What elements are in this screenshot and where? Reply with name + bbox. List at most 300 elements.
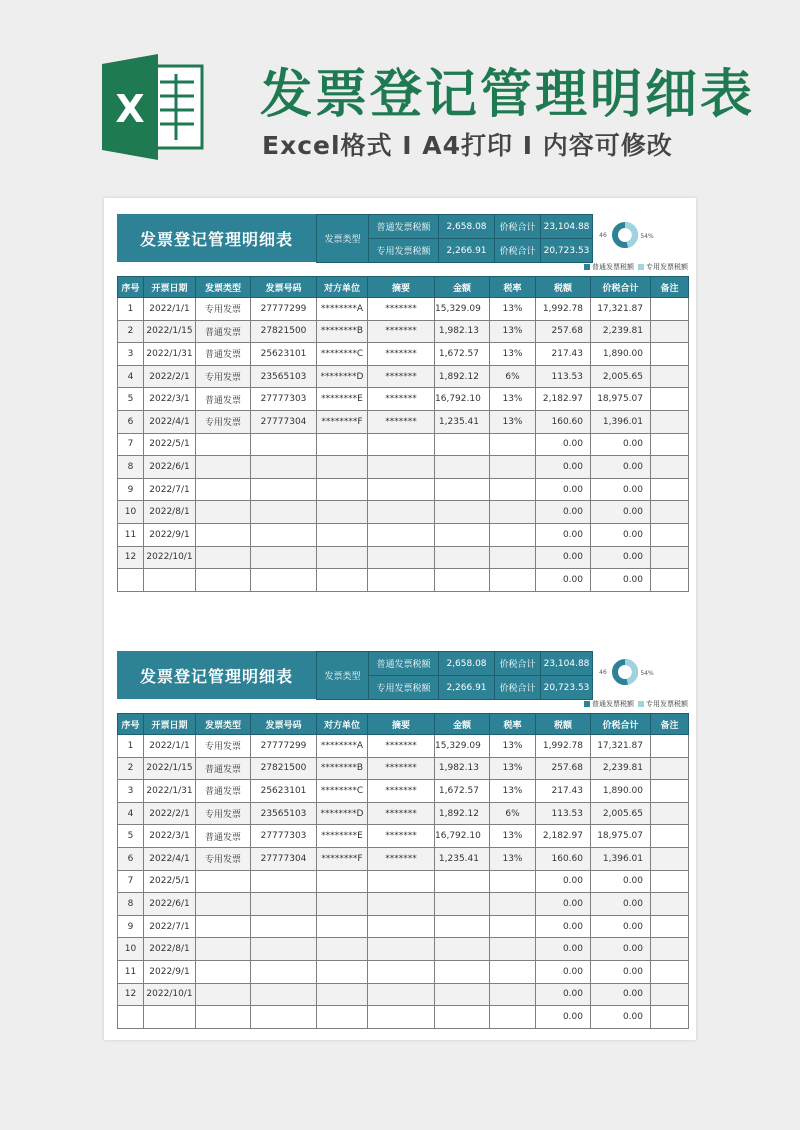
cell-number[interactable]: 27821500: [251, 757, 317, 780]
cell-tax[interactable]: 0.00: [536, 501, 591, 524]
cell-summary[interactable]: [368, 501, 435, 524]
cell-tax[interactable]: 217.43: [536, 343, 591, 366]
cell-number[interactable]: 27821500: [251, 320, 317, 343]
cell-rate[interactable]: [490, 546, 536, 569]
cell-tax[interactable]: 0.00: [536, 569, 591, 592]
cell-total[interactable]: 2,005.65: [591, 802, 651, 825]
cell-tax[interactable]: 257.68: [536, 320, 591, 343]
cell-type[interactable]: 普通发票: [196, 780, 251, 803]
cell-tax[interactable]: 217.43: [536, 780, 591, 803]
cell-note[interactable]: [651, 569, 689, 592]
cell-amount[interactable]: 16,792.10: [435, 825, 490, 848]
cell-amount[interactable]: 1,235.41: [435, 410, 490, 433]
cell-rate[interactable]: 6%: [490, 802, 536, 825]
cell-tax[interactable]: 0.00: [536, 478, 591, 501]
cell-tax[interactable]: 0.00: [536, 456, 591, 479]
cell-seq[interactable]: 7: [118, 870, 144, 893]
cell-total[interactable]: 2,239.81: [591, 320, 651, 343]
cell-note[interactable]: [651, 298, 689, 321]
cell-number[interactable]: 25623101: [251, 780, 317, 803]
cell-rate[interactable]: [490, 938, 536, 961]
cell-total[interactable]: 0.00: [591, 915, 651, 938]
cell-tax[interactable]: 113.53: [536, 365, 591, 388]
cell-summary[interactable]: [368, 456, 435, 479]
cell-number[interactable]: 27777304: [251, 410, 317, 433]
cell-date[interactable]: 2022/5/1: [144, 433, 196, 456]
cell-rate[interactable]: [490, 1006, 536, 1029]
cell-number[interactable]: [251, 433, 317, 456]
cell-total[interactable]: 17,321.87: [591, 735, 651, 758]
cell-total[interactable]: 1,396.01: [591, 410, 651, 433]
cell-date[interactable]: [144, 1006, 196, 1029]
cell-summary[interactable]: [368, 870, 435, 893]
cell-rate[interactable]: [490, 456, 536, 479]
cell-note[interactable]: [651, 847, 689, 870]
cell-total[interactable]: 0.00: [591, 1006, 651, 1029]
cell-party[interactable]: ********A: [317, 735, 368, 758]
cell-type[interactable]: 普通发票: [196, 320, 251, 343]
cell-party[interactable]: [317, 893, 368, 916]
cell-type[interactable]: [196, 569, 251, 592]
cell-note[interactable]: [651, 938, 689, 961]
cell-amount[interactable]: 1,982.13: [435, 757, 490, 780]
cell-total[interactable]: 0.00: [591, 983, 651, 1006]
cell-seq[interactable]: 8: [118, 456, 144, 479]
cell-seq[interactable]: 9: [118, 478, 144, 501]
cell-note[interactable]: [651, 780, 689, 803]
cell-date[interactable]: 2022/4/1: [144, 847, 196, 870]
cell-type[interactable]: 专用发票: [196, 802, 251, 825]
cell-seq[interactable]: 2: [118, 757, 144, 780]
cell-type[interactable]: [196, 893, 251, 916]
cell-summary[interactable]: [368, 893, 435, 916]
cell-rate[interactable]: 6%: [490, 365, 536, 388]
cell-summary[interactable]: [368, 433, 435, 456]
cell-note[interactable]: [651, 870, 689, 893]
cell-number[interactable]: [251, 478, 317, 501]
cell-amount[interactable]: 1,892.12: [435, 365, 490, 388]
cell-date[interactable]: 2022/5/1: [144, 870, 196, 893]
cell-date[interactable]: 2022/9/1: [144, 960, 196, 983]
cell-party[interactable]: [317, 569, 368, 592]
cell-seq[interactable]: 7: [118, 433, 144, 456]
cell-summary[interactable]: [368, 1006, 435, 1029]
cell-note[interactable]: [651, 735, 689, 758]
cell-seq[interactable]: 4: [118, 365, 144, 388]
cell-tax[interactable]: 160.60: [536, 847, 591, 870]
cell-amount[interactable]: 15,329.09: [435, 735, 490, 758]
cell-party[interactable]: ********F: [317, 410, 368, 433]
cell-seq[interactable]: 10: [118, 938, 144, 961]
cell-amount[interactable]: [435, 546, 490, 569]
cell-total[interactable]: 18,975.07: [591, 825, 651, 848]
cell-amount[interactable]: 1,892.12: [435, 802, 490, 825]
cell-total[interactable]: 0.00: [591, 546, 651, 569]
cell-type[interactable]: 专用发票: [196, 410, 251, 433]
cell-type[interactable]: 普通发票: [196, 825, 251, 848]
cell-tax[interactable]: 0.00: [536, 983, 591, 1006]
cell-total[interactable]: 0.00: [591, 433, 651, 456]
cell-seq[interactable]: 5: [118, 825, 144, 848]
cell-rate[interactable]: 13%: [490, 847, 536, 870]
cell-note[interactable]: [651, 1006, 689, 1029]
cell-summary[interactable]: *******: [368, 757, 435, 780]
cell-total[interactable]: 18,975.07: [591, 388, 651, 411]
cell-summary[interactable]: *******: [368, 780, 435, 803]
cell-party[interactable]: [317, 870, 368, 893]
cell-type[interactable]: 专用发票: [196, 298, 251, 321]
cell-date[interactable]: 2022/6/1: [144, 456, 196, 479]
cell-party[interactable]: [317, 456, 368, 479]
cell-tax[interactable]: 0.00: [536, 870, 591, 893]
cell-amount[interactable]: [435, 938, 490, 961]
cell-note[interactable]: [651, 365, 689, 388]
cell-seq[interactable]: 5: [118, 388, 144, 411]
cell-summary[interactable]: *******: [368, 388, 435, 411]
cell-type[interactable]: [196, 938, 251, 961]
cell-seq[interactable]: 11: [118, 523, 144, 546]
cell-note[interactable]: [651, 546, 689, 569]
cell-note[interactable]: [651, 802, 689, 825]
cell-party[interactable]: ********E: [317, 825, 368, 848]
cell-tax[interactable]: 1,992.78: [536, 735, 591, 758]
cell-type[interactable]: 专用发票: [196, 365, 251, 388]
cell-summary[interactable]: [368, 546, 435, 569]
cell-date[interactable]: 2022/7/1: [144, 915, 196, 938]
cell-total[interactable]: 0.00: [591, 870, 651, 893]
cell-party[interactable]: [317, 983, 368, 1006]
cell-note[interactable]: [651, 983, 689, 1006]
cell-note[interactable]: [651, 456, 689, 479]
cell-note[interactable]: [651, 915, 689, 938]
cell-type[interactable]: [196, 915, 251, 938]
cell-tax[interactable]: 0.00: [536, 915, 591, 938]
cell-seq[interactable]: 6: [118, 410, 144, 433]
cell-party[interactable]: ********C: [317, 780, 368, 803]
cell-amount[interactable]: [435, 960, 490, 983]
cell-party[interactable]: [317, 938, 368, 961]
cell-party[interactable]: ********A: [317, 298, 368, 321]
cell-amount[interactable]: 1,235.41: [435, 847, 490, 870]
cell-seq[interactable]: 1: [118, 298, 144, 321]
cell-tax[interactable]: 2,182.97: [536, 825, 591, 848]
cell-rate[interactable]: 13%: [490, 735, 536, 758]
cell-total[interactable]: 0.00: [591, 569, 651, 592]
cell-number[interactable]: [251, 983, 317, 1006]
cell-summary[interactable]: *******: [368, 320, 435, 343]
special-tax-label: 专用发票税额: [369, 676, 439, 700]
cell-amount[interactable]: [435, 501, 490, 524]
cell-date[interactable]: 2022/7/1: [144, 478, 196, 501]
cell-note[interactable]: [651, 501, 689, 524]
cell-party[interactable]: ********D: [317, 802, 368, 825]
cell-seq[interactable]: [118, 1006, 144, 1029]
column-header-tax: 税额: [536, 714, 591, 735]
cell-seq[interactable]: 8: [118, 893, 144, 916]
cell-party[interactable]: ********D: [317, 365, 368, 388]
cell-type[interactable]: 普通发票: [196, 343, 251, 366]
cell-type[interactable]: [196, 546, 251, 569]
cell-summary[interactable]: *******: [368, 365, 435, 388]
cell-date[interactable]: 2022/4/1: [144, 410, 196, 433]
cell-rate[interactable]: 13%: [490, 410, 536, 433]
cell-note[interactable]: [651, 960, 689, 983]
cell-rate[interactable]: [490, 433, 536, 456]
cell-seq[interactable]: 11: [118, 960, 144, 983]
cell-date[interactable]: 2022/1/31: [144, 343, 196, 366]
cell-tax[interactable]: 2,182.97: [536, 388, 591, 411]
cell-amount[interactable]: 16,792.10: [435, 388, 490, 411]
cell-date[interactable]: 2022/1/15: [144, 757, 196, 780]
cell-seq[interactable]: 10: [118, 501, 144, 524]
cell-rate[interactable]: [490, 893, 536, 916]
cell-number[interactable]: [251, 960, 317, 983]
cell-number[interactable]: 27777303: [251, 388, 317, 411]
cell-tax[interactable]: 257.68: [536, 757, 591, 780]
cell-amount[interactable]: [435, 523, 490, 546]
cell-rate[interactable]: [490, 569, 536, 592]
table-row: [118, 569, 689, 592]
cell-type[interactable]: [196, 523, 251, 546]
cell-party[interactable]: [317, 915, 368, 938]
cell-note[interactable]: [651, 343, 689, 366]
cell-seq[interactable]: 1: [118, 735, 144, 758]
cell-number[interactable]: 27777303: [251, 825, 317, 848]
cell-summary[interactable]: [368, 983, 435, 1006]
cell-amount[interactable]: [435, 983, 490, 1006]
cell-seq[interactable]: 6: [118, 847, 144, 870]
cell-note[interactable]: [651, 523, 689, 546]
cell-party[interactable]: [317, 546, 368, 569]
cell-note[interactable]: [651, 825, 689, 848]
cell-party[interactable]: [317, 1006, 368, 1029]
cell-rate[interactable]: 13%: [490, 825, 536, 848]
cell-summary[interactable]: [368, 569, 435, 592]
cell-tax[interactable]: 0.00: [536, 1006, 591, 1029]
special-total-value: 20,723.53: [541, 239, 593, 263]
cell-date[interactable]: 2022/1/15: [144, 320, 196, 343]
cell-number[interactable]: 23565103: [251, 802, 317, 825]
cell-seq[interactable]: 2: [118, 320, 144, 343]
cell-total[interactable]: 2,239.81: [591, 757, 651, 780]
cell-party[interactable]: ********B: [317, 320, 368, 343]
cell-party[interactable]: [317, 501, 368, 524]
cell-amount[interactable]: [435, 569, 490, 592]
cell-rate[interactable]: [490, 501, 536, 524]
cell-date[interactable]: 2022/1/1: [144, 298, 196, 321]
cell-number[interactable]: [251, 915, 317, 938]
cell-rate[interactable]: [490, 523, 536, 546]
cell-total[interactable]: 0.00: [591, 456, 651, 479]
cell-seq[interactable]: 12: [118, 546, 144, 569]
cell-number[interactable]: 25623101: [251, 343, 317, 366]
cell-total[interactable]: 0.00: [591, 523, 651, 546]
cell-date[interactable]: 2022/1/31: [144, 780, 196, 803]
cell-rate[interactable]: [490, 960, 536, 983]
table-row: [118, 433, 689, 456]
cell-summary[interactable]: *******: [368, 825, 435, 848]
cell-party[interactable]: [317, 523, 368, 546]
cell-type[interactable]: [196, 433, 251, 456]
cell-summary[interactable]: [368, 938, 435, 961]
cell-rate[interactable]: 13%: [490, 320, 536, 343]
cell-summary[interactable]: *******: [368, 735, 435, 758]
cell-rate[interactable]: 13%: [490, 298, 536, 321]
cell-total[interactable]: 1,890.00: [591, 780, 651, 803]
cell-total[interactable]: 1,890.00: [591, 343, 651, 366]
cell-summary[interactable]: *******: [368, 847, 435, 870]
cell-type[interactable]: 普通发票: [196, 388, 251, 411]
cell-date[interactable]: 2022/8/1: [144, 501, 196, 524]
cell-number[interactable]: [251, 523, 317, 546]
cell-amount[interactable]: 1,982.13: [435, 320, 490, 343]
cell-type[interactable]: [196, 456, 251, 479]
cell-amount[interactable]: [435, 433, 490, 456]
cell-date[interactable]: [144, 569, 196, 592]
cell-party[interactable]: ********E: [317, 388, 368, 411]
cell-date[interactable]: 2022/10/1: [144, 983, 196, 1006]
cell-number[interactable]: [251, 546, 317, 569]
cell-number[interactable]: [251, 870, 317, 893]
cell-type[interactable]: [196, 960, 251, 983]
cell-number[interactable]: [251, 569, 317, 592]
cell-summary[interactable]: *******: [368, 410, 435, 433]
cell-rate[interactable]: 13%: [490, 757, 536, 780]
cell-tax[interactable]: 0.00: [536, 546, 591, 569]
cell-summary[interactable]: [368, 523, 435, 546]
cell-date[interactable]: 2022/2/1: [144, 365, 196, 388]
cell-number[interactable]: 27777299: [251, 298, 317, 321]
cell-number[interactable]: [251, 938, 317, 961]
column-header-total: 价税合计: [591, 277, 651, 298]
chart-legend: [580, 262, 688, 272]
donut-right-label: 54%: [640, 670, 654, 677]
cell-date[interactable]: 2022/2/1: [144, 802, 196, 825]
cell-total[interactable]: 0.00: [591, 893, 651, 916]
cell-type[interactable]: 专用发票: [196, 847, 251, 870]
cell-tax[interactable]: 0.00: [536, 938, 591, 961]
cell-seq[interactable]: 9: [118, 915, 144, 938]
cell-date[interactable]: 2022/3/1: [144, 825, 196, 848]
cell-summary[interactable]: [368, 478, 435, 501]
column-header-rate: 税率: [490, 277, 536, 298]
cell-date[interactable]: 2022/8/1: [144, 938, 196, 961]
cell-number[interactable]: 27777304: [251, 847, 317, 870]
cell-seq[interactable]: 3: [118, 343, 144, 366]
cell-amount[interactable]: [435, 870, 490, 893]
table-header-row: [118, 277, 689, 298]
cell-type[interactable]: [196, 983, 251, 1006]
cell-number[interactable]: [251, 1006, 317, 1029]
cell-amount[interactable]: [435, 893, 490, 916]
cell-party[interactable]: ********B: [317, 757, 368, 780]
cell-party[interactable]: [317, 960, 368, 983]
cell-seq[interactable]: 3: [118, 780, 144, 803]
cell-summary[interactable]: *******: [368, 802, 435, 825]
cell-seq[interactable]: [118, 569, 144, 592]
cell-total[interactable]: 0.00: [591, 501, 651, 524]
cell-note[interactable]: [651, 320, 689, 343]
cell-amount[interactable]: [435, 915, 490, 938]
cell-seq[interactable]: 12: [118, 983, 144, 1006]
cell-rate[interactable]: [490, 983, 536, 1006]
cell-total[interactable]: 2,005.65: [591, 365, 651, 388]
cell-rate[interactable]: [490, 915, 536, 938]
cell-amount[interactable]: [435, 456, 490, 479]
cell-date[interactable]: 2022/1/1: [144, 735, 196, 758]
cell-tax[interactable]: 0.00: [536, 893, 591, 916]
cell-rate[interactable]: 13%: [490, 343, 536, 366]
cell-number[interactable]: [251, 893, 317, 916]
cell-total[interactable]: 0.00: [591, 478, 651, 501]
cell-date[interactable]: 2022/6/1: [144, 893, 196, 916]
cell-tax[interactable]: 0.00: [536, 960, 591, 983]
cell-party[interactable]: ********C: [317, 343, 368, 366]
cell-tax[interactable]: 1,992.78: [536, 298, 591, 321]
cell-number[interactable]: [251, 501, 317, 524]
cell-total[interactable]: 1,396.01: [591, 847, 651, 870]
cell-note[interactable]: [651, 757, 689, 780]
cell-amount[interactable]: [435, 478, 490, 501]
cell-type[interactable]: 普通发票: [196, 757, 251, 780]
table-row: [118, 456, 689, 479]
cell-tax[interactable]: 0.00: [536, 523, 591, 546]
cell-summary[interactable]: [368, 960, 435, 983]
cell-summary[interactable]: *******: [368, 298, 435, 321]
legend-normal: 普通发票税额: [592, 263, 634, 271]
cell-tax[interactable]: 160.60: [536, 410, 591, 433]
cell-tax[interactable]: 113.53: [536, 802, 591, 825]
cell-rate[interactable]: 13%: [490, 780, 536, 803]
cell-number[interactable]: 27777299: [251, 735, 317, 758]
cell-note[interactable]: [651, 893, 689, 916]
cell-rate[interactable]: 13%: [490, 388, 536, 411]
cell-party[interactable]: ********F: [317, 847, 368, 870]
cell-rate[interactable]: [490, 478, 536, 501]
cell-total[interactable]: 0.00: [591, 938, 651, 961]
cell-number[interactable]: [251, 456, 317, 479]
cell-note[interactable]: [651, 388, 689, 411]
cell-date[interactable]: 2022/10/1: [144, 546, 196, 569]
cell-amount[interactable]: [435, 1006, 490, 1029]
cell-total[interactable]: 17,321.87: [591, 298, 651, 321]
cell-amount[interactable]: 15,329.09: [435, 298, 490, 321]
cell-date[interactable]: 2022/9/1: [144, 523, 196, 546]
legend-special: 专用发票税额: [646, 263, 688, 271]
cell-date[interactable]: 2022/3/1: [144, 388, 196, 411]
cell-note[interactable]: [651, 478, 689, 501]
cell-amount[interactable]: 1,672.57: [435, 780, 490, 803]
cell-summary[interactable]: [368, 915, 435, 938]
cell-note[interactable]: [651, 433, 689, 456]
legend-special: 专用发票税额: [646, 700, 688, 708]
cell-type[interactable]: [196, 478, 251, 501]
cell-amount[interactable]: 1,672.57: [435, 343, 490, 366]
cell-type[interactable]: [196, 1006, 251, 1029]
cell-party[interactable]: [317, 478, 368, 501]
cell-rate[interactable]: [490, 870, 536, 893]
cell-seq[interactable]: 4: [118, 802, 144, 825]
cell-total[interactable]: 0.00: [591, 960, 651, 983]
cell-summary[interactable]: *******: [368, 343, 435, 366]
cell-type[interactable]: 专用发票: [196, 735, 251, 758]
cell-number[interactable]: 23565103: [251, 365, 317, 388]
cell-type[interactable]: [196, 501, 251, 524]
cell-tax[interactable]: 0.00: [536, 433, 591, 456]
cell-type[interactable]: [196, 870, 251, 893]
cell-party[interactable]: [317, 433, 368, 456]
cell-note[interactable]: [651, 410, 689, 433]
